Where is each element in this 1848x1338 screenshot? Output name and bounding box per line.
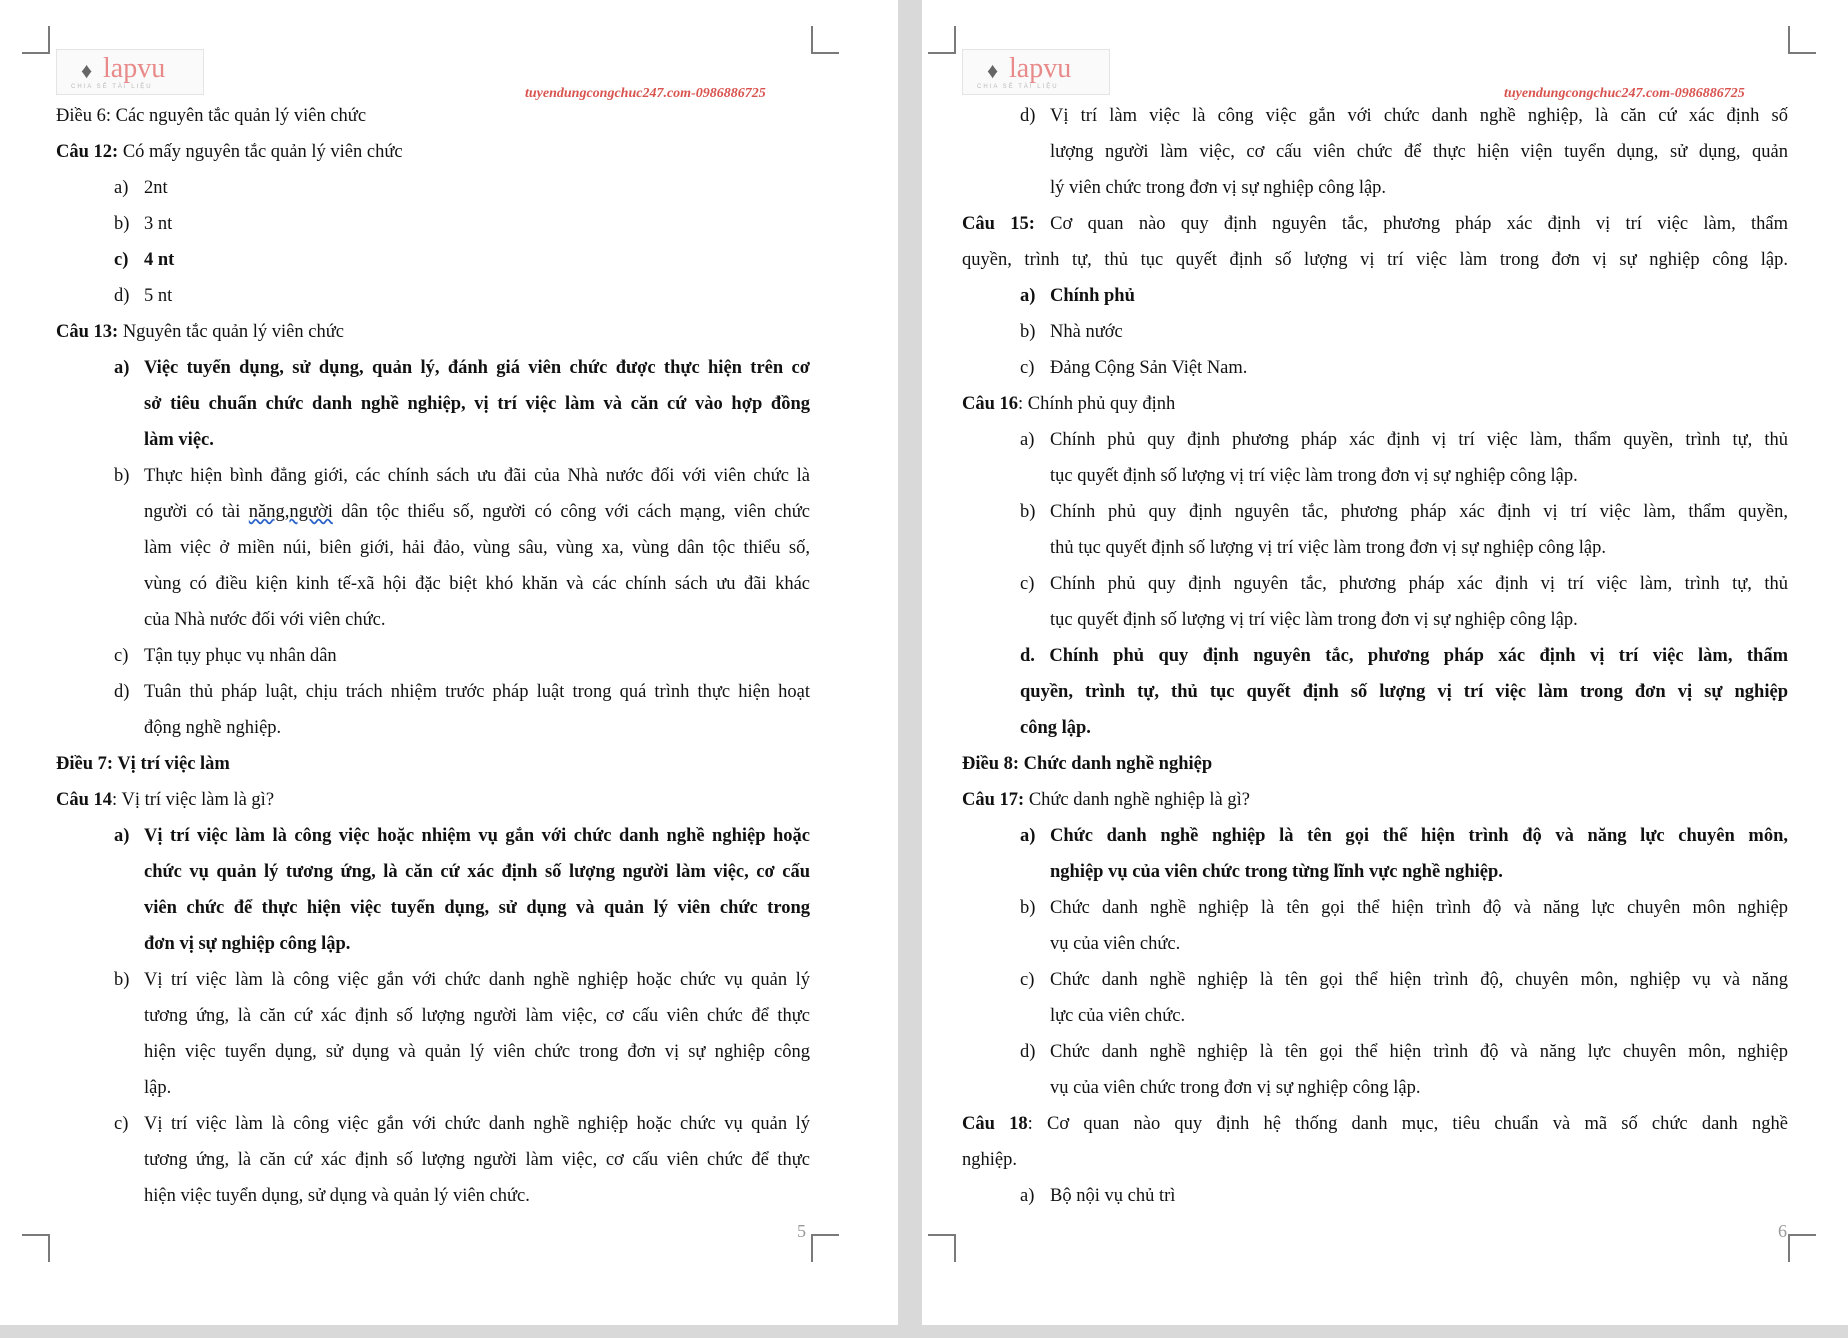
option-text: Chức danh nghề nghiệp là tên gọi thể hiện trình độ, chuyên môn, nghiệp vụ và năng	[1050, 970, 1788, 990]
q13-option-d-cont: động nghề nghiệp.	[144, 718, 282, 738]
q13-option-c	[56, 638, 810, 674]
option-text: 5 nt	[144, 286, 173, 306]
q16-option-a	[962, 422, 1788, 458]
crop-mark-top-left	[928, 26, 956, 54]
q16-option-b-cont: thủ tục quyết định số lượng vị trí việc làm trong đơn vị sự nghiệp công lập.	[1050, 538, 1607, 558]
crop-mark-bottom-right	[811, 1234, 839, 1262]
q14-option-c-cont: tương ứng, là căn cứ xác định số lượng người làm việc, cơ cấu viên chức để thực	[144, 1150, 810, 1170]
option-text: Tuân thủ pháp luật, chịu trách nhiệm trước pháp luật trong quá trình thực hiện hoạt	[144, 682, 810, 702]
option-label: b)	[1020, 898, 1036, 918]
logo-leaf-icon: ♦	[81, 58, 93, 83]
q12-option-b	[56, 206, 810, 242]
question-18-cont: nghiệp.	[962, 1150, 1017, 1170]
header-website-link[interactable]: tuyendungcongchuc247.com-0986886725	[1504, 86, 1745, 101]
question-17-label: Câu 17:	[962, 790, 1025, 810]
option-text: Chức danh nghề nghiệp là tên gọi thể hiện trình độ và năng lực chuyên môn, nghiệp	[1050, 1042, 1788, 1062]
article-7-heading: Điều 7: Vị trí việc làm	[56, 754, 230, 774]
question-15	[962, 206, 1788, 242]
crop-mark-bottom-left	[22, 1234, 50, 1262]
q13-option-b-cont	[56, 494, 810, 530]
q14-option-b-cont: lập.	[144, 1078, 172, 1098]
option-label: b)	[1020, 322, 1036, 342]
option-text: Bộ nội vụ chủ trì	[1050, 1186, 1176, 1206]
option-text: Vị trí việc làm là công việc gắn với chức danh nghề nghiệp hoặc chức vụ quản lý	[144, 970, 810, 990]
page-number: 6	[1778, 1221, 1787, 1241]
option-label: b)	[114, 466, 130, 486]
q14-option-b	[56, 962, 810, 998]
q17-option-a-cont: nghiệp vụ của viên chức trong từng lĩnh vực nghề nghiệp.	[1050, 862, 1503, 882]
option-label: d)	[114, 682, 130, 702]
question-13-text: Nguyên tắc quản lý viên chức	[118, 322, 344, 342]
option-label: a)	[1020, 286, 1036, 306]
crop-mark-bottom-left	[928, 1234, 956, 1262]
q15-option-a	[962, 278, 1788, 314]
question-18	[962, 1106, 1788, 1142]
option-text: Chức danh nghề nghiệp là tên gọi thể hiện trình độ và năng lực chuyên môn,	[1050, 826, 1788, 846]
q14-option-a-cont: viên chức để thực hiện việc tuyển dụng, sử dụng và quản lý viên chức trong	[144, 898, 810, 918]
question-12-text: Có mấy nguyên tắc quản lý viên chức	[118, 142, 403, 162]
option-text: Chính phủ quy định nguyên tắc, phương pháp xác định vị trí việc làm, thẩm quyền,	[1050, 502, 1788, 522]
q17-option-c-cont: lực của viên chức.	[1050, 1006, 1186, 1026]
option-text: Chức danh nghề nghiệp là tên gọi thể hiện trình độ và năng lực chuyên môn nghiệp	[1050, 898, 1788, 918]
q16-option-d-cont: công lập.	[1020, 718, 1091, 738]
lapvu-logo	[962, 49, 1110, 95]
question-16-label: Câu 16	[962, 394, 1019, 414]
q13-option-a-cont: sở tiêu chuẩn chức danh nghề nghiệp, vị trí việc làm và căn cứ vào hợp đồng	[144, 394, 810, 414]
q14-option-a-cont: đơn vị sự nghiệp công lập.	[144, 934, 351, 954]
option-text: Vị trí việc làm là công việc hoặc nhiệm vụ gắn với chức danh nghề nghiệp hoặc	[144, 826, 810, 846]
option-text: Tận tụy phục vụ nhân dân	[144, 646, 337, 666]
q13-option-a-cont: làm việc.	[144, 430, 214, 450]
q16-option-c	[962, 566, 1788, 602]
option-label: b)	[114, 214, 130, 234]
option-label: a)	[114, 178, 129, 198]
option-label: d)	[114, 286, 130, 306]
option-text: Nhà nước	[1050, 322, 1123, 342]
q13-option-a	[56, 350, 810, 386]
option-label: c)	[1020, 970, 1035, 990]
q12-option-c	[56, 242, 810, 278]
option-text: Vị trí việc làm là công việc gắn với chức danh nghề nghiệp hoặc chức vụ quản lý	[144, 1114, 810, 1134]
page-5-body	[56, 98, 810, 1214]
q17-option-d-cont: vụ của viên chức trong đơn vị sự nghiệp công lập.	[1050, 1078, 1421, 1098]
q14-option-d-cont: lượng người làm việc, cơ cấu viên chức để thực hiện viện tuyển dụng, sử dụng, quản	[1050, 142, 1788, 162]
document-page-6	[922, 0, 1848, 1325]
q17-option-a	[962, 818, 1788, 854]
option-label: d)	[1020, 106, 1036, 126]
question-18-label: Câu 18	[962, 1114, 1028, 1134]
q16-option-d: d. Chính phủ quy định nguyên tắc, phương pháp xác định vị trí việc làm, thẩm	[1020, 646, 1788, 666]
option-label: c)	[114, 646, 129, 666]
option-label: d)	[1020, 1042, 1036, 1062]
page-number: 5	[797, 1221, 806, 1241]
crop-mark-top-right	[1788, 26, 1816, 54]
option-text: Vị trí làm việc là công việc gắn với chức danh nghề nghiệp, là căn cứ xác định số	[1050, 106, 1788, 126]
option-text: Chính phủ quy định phương pháp xác định vị trí việc làm, thẩm quyền, trình tự, thủ	[1050, 430, 1788, 450]
option-label: a)	[114, 358, 130, 378]
option-label: a)	[1020, 1186, 1035, 1206]
q15-option-c	[962, 350, 1788, 386]
q16-option-d-cont: quyền, trình tự, thủ tục quyết định số lượng vị trí việc làm trong đơn vị sự nghiệp	[1020, 682, 1788, 702]
question-16	[962, 386, 1788, 422]
question-15-label: Câu 15:	[962, 214, 1035, 234]
option-text: Chính phủ quy định nguyên tắc, phương pháp xác định vị trí việc làm, trình tự, thủ	[1050, 574, 1788, 594]
q16-option-b	[962, 494, 1788, 530]
q15-option-b	[962, 314, 1788, 350]
question-17-text: Chức danh nghề nghiệp là gì?	[1024, 790, 1250, 810]
crop-mark-top-left	[22, 26, 50, 54]
question-16-text: : Chính phủ quy định	[1018, 394, 1176, 414]
spellcheck-underlined-word[interactable]: năng,người	[248, 502, 333, 522]
q14-option-b-cont: hiện việc tuyển dụng, sử dụng và quản lý viên chức trong đơn vị sự nghiệp công	[144, 1042, 810, 1062]
option-label: a)	[1020, 826, 1036, 846]
option-text: Chính phủ	[1050, 286, 1135, 306]
logo-text: lapvu	[103, 53, 166, 84]
q13-option-d	[56, 674, 810, 710]
logo-text: lapvu	[1009, 53, 1072, 84]
q13-option-b	[56, 458, 810, 494]
q12-option-a	[56, 170, 810, 206]
question-18-text: : Cơ quan nào quy định hệ thống danh mục, tiêu chuẩn và mã số chức danh nghề	[1027, 1114, 1788, 1134]
q13-option-b-cont: làm việc ở miền núi, biên giới, hải đảo, vùng sâu, vùng xa, vùng dân tộc thiểu số,	[144, 538, 810, 558]
option-label: a)	[114, 826, 130, 846]
q16-option-a-cont: tục quyết định số lượng vị trí việc làm trong đơn vị sự nghiệp công lập.	[1050, 466, 1578, 486]
document-page-5	[0, 0, 898, 1325]
q13-option-b-cont: vùng có điều kiện kinh tế-xã hội đặc biệt khó khăn và các chính sách ưu đãi khác	[144, 574, 810, 594]
question-17	[962, 782, 1788, 818]
q14-option-b-cont: tương ứng, là căn cứ xác định số lượng người làm việc, cơ cấu viên chức để thực	[144, 1006, 810, 1026]
q14-option-a-cont: chức vụ quản lý tương ứng, là căn cứ xác định số lượng người làm việc, cơ cấu	[144, 862, 810, 882]
article-6-heading: Điều 6: Các nguyên tắc quản lý viên chức	[56, 106, 367, 126]
q17-option-d	[962, 1034, 1788, 1070]
option-label: b)	[114, 970, 130, 990]
q14-option-d-cont: lý viên chức trong đơn vị sự nghiệp công lập.	[1050, 178, 1387, 198]
q12-option-d	[56, 278, 810, 314]
text-run: người có tài	[144, 502, 249, 522]
q14-option-c-cont: hiện việc tuyển dụng, sử dụng và quản lý viên chức.	[144, 1186, 530, 1206]
q13-option-b-cont: của Nhà nước đối với viên chức.	[144, 610, 386, 630]
option-label: b)	[1020, 502, 1036, 522]
question-12-label: Câu 12:	[56, 142, 119, 162]
question-13-label: Câu 13:	[56, 322, 119, 342]
q14-option-a	[56, 818, 810, 854]
option-text: 4 nt	[144, 250, 175, 270]
question-14-text: : Vị trí việc làm là gì?	[112, 790, 275, 810]
header-website-link[interactable]: tuyendungcongchuc247.com-0986886725	[525, 86, 766, 101]
q17-option-c	[962, 962, 1788, 998]
option-text: Việc tuyển dụng, sử dụng, quản lý, đánh giá viên chức được thực hiện trên cơ	[144, 358, 810, 378]
q14-option-d	[962, 98, 1788, 134]
logo-leaf-icon: ♦	[987, 58, 999, 83]
question-15-text: Cơ quan nào quy định nguyên tắc, phương pháp xác định vị trí việc làm, thẩm	[1034, 214, 1788, 234]
option-text: Thực hiện bình đẳng giới, các chính sách ưu đãi của Nhà nước đối với viên chức là	[144, 466, 810, 486]
question-15-cont: quyền, trình tự, thủ tục quyết định số lượng vị trí việc làm trong đơn vị sự nghiệp công lập.	[962, 250, 1788, 270]
page-6-body	[962, 98, 1788, 1214]
question-14-label: Câu 14	[56, 790, 113, 810]
option-label: c)	[114, 1114, 129, 1134]
option-text: 3 nt	[144, 214, 173, 234]
option-text: Đảng Cộng Sản Việt Nam.	[1050, 358, 1248, 378]
logo-tagline: CHIA SẺ TÀI LIỆU	[977, 84, 1059, 90]
text-run: dân tộc thiểu số, người có công với cách mạng, viên chức	[332, 502, 810, 522]
option-label: c)	[114, 250, 129, 270]
option-text: 2nt	[144, 178, 168, 198]
option-label: c)	[1020, 358, 1035, 378]
logo-tagline: CHIA SẺ TÀI LIỆU	[71, 84, 153, 90]
question-14	[56, 782, 810, 818]
q16-option-c-cont: tục quyết định số lượng vị trí việc làm trong đơn vị sự nghiệp công lập.	[1050, 610, 1578, 630]
lapvu-logo	[56, 49, 204, 95]
q17-option-b	[962, 890, 1788, 926]
q18-option-a	[962, 1178, 1788, 1214]
q17-option-b-cont: vụ của viên chức.	[1050, 934, 1181, 954]
crop-mark-bottom-right	[1788, 1234, 1816, 1262]
question-13	[56, 314, 810, 350]
q14-option-c	[56, 1106, 810, 1142]
article-8-heading: Điều 8: Chức danh nghề nghiệp	[962, 754, 1213, 774]
option-label: c)	[1020, 574, 1035, 594]
crop-mark-top-right	[811, 26, 839, 54]
question-12	[56, 134, 810, 170]
option-label: a)	[1020, 430, 1035, 450]
